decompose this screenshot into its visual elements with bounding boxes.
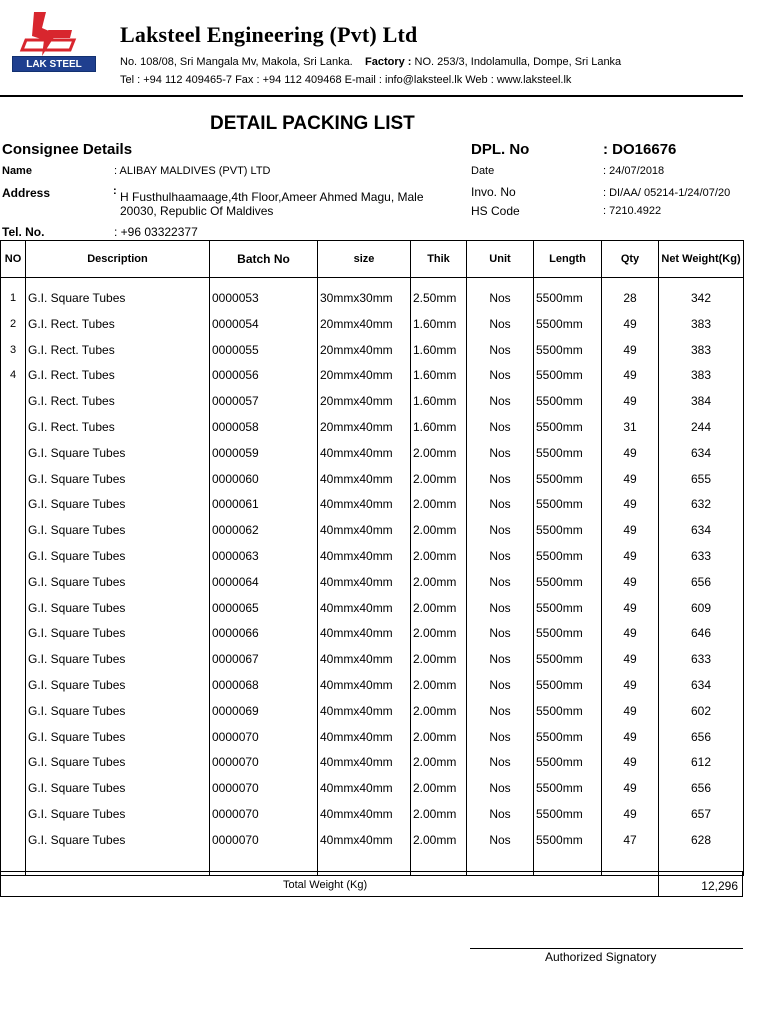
cell-qty: 49 xyxy=(602,543,659,569)
cell-batch: 0000062 xyxy=(210,517,318,543)
total-label: Total Weight (Kg) xyxy=(283,879,368,891)
office-address: No. 108/08, Sri Mangala Mv, Makola, Sri Lanka. xyxy=(120,56,353,68)
cell-description: G.I. Rect. Tubes xyxy=(26,414,210,440)
cell-length: 5500mm xyxy=(534,724,602,750)
table-row xyxy=(1,775,744,801)
table-row xyxy=(1,363,744,389)
cell-weight: 384 xyxy=(659,388,744,414)
cell-weight: 609 xyxy=(659,595,744,621)
dpl-label: DPL. No xyxy=(471,141,530,158)
cell-qty: 49 xyxy=(602,672,659,698)
cell-qty: 49 xyxy=(602,724,659,750)
cell-size: 20mmx40mm xyxy=(318,311,411,337)
cell-unit: Nos xyxy=(467,543,534,569)
company-logo xyxy=(12,10,96,74)
hs-code-label: HS Code xyxy=(471,204,520,218)
company-address xyxy=(120,56,621,68)
cell-size: 40mmx40mm xyxy=(318,724,411,750)
cell-description: G.I. Square Tubes xyxy=(26,517,210,543)
cell-weight: 657 xyxy=(659,801,744,827)
address-colon: : xyxy=(113,185,117,197)
cell-description: G.I. Rect. Tubes xyxy=(26,388,210,414)
cell-length: 5500mm xyxy=(534,801,602,827)
total-separator xyxy=(658,871,659,897)
cell-length: 5500mm xyxy=(534,698,602,724)
cell-weight: 656 xyxy=(659,724,744,750)
table-row xyxy=(1,311,744,337)
cell-no xyxy=(1,466,26,492)
cell-batch: 0000070 xyxy=(210,775,318,801)
packing-table xyxy=(0,240,744,876)
cell-length: 5500mm xyxy=(534,672,602,698)
cell-weight: 383 xyxy=(659,363,744,389)
col-header-size: size xyxy=(318,241,411,278)
cell-no xyxy=(1,517,26,543)
cell-weight: 646 xyxy=(659,621,744,647)
cell-unit: Nos xyxy=(467,440,534,466)
cell-weight: 244 xyxy=(659,414,744,440)
cell-size: 40mmx40mm xyxy=(318,440,411,466)
cell-unit: Nos xyxy=(467,466,534,492)
cell-thik: 2.00mm xyxy=(411,595,467,621)
tel-label: Tel. No. xyxy=(2,225,45,239)
cell-qty: 47 xyxy=(602,827,659,853)
cell-qty: 49 xyxy=(602,569,659,595)
factory-address: NO. 253/3, Indolamulla, Dompe, Sri Lanka xyxy=(414,56,622,68)
cell-description: G.I. Square Tubes xyxy=(26,724,210,750)
cell-description: G.I. Square Tubes xyxy=(26,698,210,724)
cell-length: 5500mm xyxy=(534,492,602,518)
cell-no xyxy=(1,621,26,647)
cell-size: 40mmx40mm xyxy=(318,801,411,827)
cell-batch: 0000063 xyxy=(210,543,318,569)
tel-value: : +96 03322377 xyxy=(114,225,198,239)
cell-no xyxy=(1,595,26,621)
cell-no: 3 xyxy=(1,337,26,363)
cell-unit: Nos xyxy=(467,595,534,621)
cell-batch: 0000058 xyxy=(210,414,318,440)
cell-no xyxy=(1,388,26,414)
cell-thik: 2.00mm xyxy=(411,698,467,724)
cell-description: G.I. Square Tubes xyxy=(26,466,210,492)
cell-unit: Nos xyxy=(467,517,534,543)
cell-length: 5500mm xyxy=(534,775,602,801)
cell-no xyxy=(1,569,26,595)
cell-description: G.I. Rect. Tubes xyxy=(26,337,210,363)
cell-weight: 634 xyxy=(659,517,744,543)
cell-unit: Nos xyxy=(467,646,534,672)
col-header-description: Description xyxy=(26,241,210,278)
table-row xyxy=(1,827,744,853)
cell-unit: Nos xyxy=(467,724,534,750)
cell-description: G.I. Rect. Tubes xyxy=(26,363,210,389)
cell-batch: 0000070 xyxy=(210,750,318,776)
cell-thik: 1.60mm xyxy=(411,414,467,440)
cell-qty: 49 xyxy=(602,492,659,518)
cell-thik: 2.00mm xyxy=(411,775,467,801)
cell-qty: 49 xyxy=(602,775,659,801)
cell-description: G.I. Square Tubes xyxy=(26,621,210,647)
table-row xyxy=(1,672,744,698)
cell-batch: 0000070 xyxy=(210,827,318,853)
cell-weight: 342 xyxy=(659,278,744,312)
table-row xyxy=(1,492,744,518)
cell-length: 5500mm xyxy=(534,750,602,776)
col-header-qty: Qty xyxy=(602,241,659,278)
cell-batch: 0000055 xyxy=(210,337,318,363)
cell-size: 40mmx40mm xyxy=(318,646,411,672)
cell-no xyxy=(1,801,26,827)
cell-thik: 1.60mm xyxy=(411,311,467,337)
cell-unit: Nos xyxy=(467,698,534,724)
cell-no xyxy=(1,672,26,698)
cell-thik: 2.00mm xyxy=(411,646,467,672)
cell-no xyxy=(1,827,26,853)
table-row xyxy=(1,698,744,724)
cell-weight: 656 xyxy=(659,569,744,595)
cell-length: 5500mm xyxy=(534,440,602,466)
cell-batch: 0000061 xyxy=(210,492,318,518)
cell-qty: 49 xyxy=(602,363,659,389)
lak-steel-logo-icon xyxy=(12,10,96,58)
cell-length: 5500mm xyxy=(534,595,602,621)
table-row xyxy=(1,337,744,363)
hs-code-value: : 7210.4922 xyxy=(603,205,662,217)
cell-unit: Nos xyxy=(467,414,534,440)
cell-size: 20mmx40mm xyxy=(318,337,411,363)
cell-no xyxy=(1,440,26,466)
cell-no xyxy=(1,698,26,724)
table-row xyxy=(1,801,744,827)
cell-size: 40mmx40mm xyxy=(318,672,411,698)
cell-unit: Nos xyxy=(467,337,534,363)
table-row xyxy=(1,569,744,595)
cell-unit: Nos xyxy=(467,492,534,518)
cell-batch: 0000067 xyxy=(210,646,318,672)
cell-no xyxy=(1,775,26,801)
cell-unit: Nos xyxy=(467,569,534,595)
cell-length: 5500mm xyxy=(534,569,602,595)
cell-weight: 656 xyxy=(659,775,744,801)
document-title: DETAIL PACKING LIST xyxy=(210,113,415,134)
cell-description: G.I. Rect. Tubes xyxy=(26,311,210,337)
cell-weight: 633 xyxy=(659,543,744,569)
cell-weight: 612 xyxy=(659,750,744,776)
cell-thik: 2.00mm xyxy=(411,750,467,776)
dpl-value: : DO16676 xyxy=(603,141,677,158)
header-divider xyxy=(0,95,743,97)
cell-size: 40mmx40mm xyxy=(318,698,411,724)
cell-thik: 2.00mm xyxy=(411,724,467,750)
cell-size: 30mmx30mm xyxy=(318,278,411,312)
cell-no xyxy=(1,646,26,672)
table-row xyxy=(1,646,744,672)
cell-qty: 49 xyxy=(602,388,659,414)
table-row xyxy=(1,595,744,621)
cell-size: 40mmx40mm xyxy=(318,543,411,569)
table-row xyxy=(1,278,744,312)
cell-description: G.I. Square Tubes xyxy=(26,672,210,698)
cell-weight: 633 xyxy=(659,646,744,672)
cell-batch: 0000069 xyxy=(210,698,318,724)
cell-qty: 49 xyxy=(602,337,659,363)
table-row xyxy=(1,621,744,647)
cell-weight: 383 xyxy=(659,337,744,363)
cell-size: 40mmx40mm xyxy=(318,595,411,621)
signature-label: Authorized Signatory xyxy=(545,950,657,964)
table-row xyxy=(1,517,744,543)
table-row xyxy=(1,414,744,440)
cell-thik: 2.00mm xyxy=(411,827,467,853)
cell-batch: 0000054 xyxy=(210,311,318,337)
cell-no xyxy=(1,750,26,776)
cell-no xyxy=(1,414,26,440)
col-header-length: Length xyxy=(534,241,602,278)
cell-size: 40mmx40mm xyxy=(318,517,411,543)
logo-text: LAK STEEL xyxy=(12,56,96,72)
date-label: Date xyxy=(471,165,495,177)
cell-weight: 602 xyxy=(659,698,744,724)
cell-size: 20mmx40mm xyxy=(318,414,411,440)
cell-unit: Nos xyxy=(467,278,534,312)
cell-qty: 28 xyxy=(602,278,659,312)
cell-description: G.I. Square Tubes xyxy=(26,492,210,518)
cell-unit: Nos xyxy=(467,388,534,414)
cell-length: 5500mm xyxy=(534,311,602,337)
cell-qty: 49 xyxy=(602,466,659,492)
cell-qty: 49 xyxy=(602,440,659,466)
cell-thik: 2.00mm xyxy=(411,672,467,698)
cell-weight: 383 xyxy=(659,311,744,337)
col-header-batch: Batch No xyxy=(210,241,318,278)
company-name: Laksteel Engineering (Pvt) Ltd xyxy=(120,22,418,47)
cell-thik: 1.60mm xyxy=(411,337,467,363)
name-value: : ALIBAY MALDIVES (PVT) LTD xyxy=(114,165,271,177)
cell-qty: 49 xyxy=(602,646,659,672)
cell-size: 40mmx40mm xyxy=(318,466,411,492)
cell-no xyxy=(1,492,26,518)
cell-length: 5500mm xyxy=(534,621,602,647)
total-row xyxy=(0,871,743,897)
cell-qty: 49 xyxy=(602,311,659,337)
cell-thik: 2.00mm xyxy=(411,492,467,518)
col-header-unit: Unit xyxy=(467,241,534,278)
factory-label: Factory : xyxy=(364,56,412,68)
cell-size: 40mmx40mm xyxy=(318,750,411,776)
cell-batch: 0000064 xyxy=(210,569,318,595)
cell-weight: 628 xyxy=(659,827,744,853)
col-header-thik: Thik xyxy=(411,241,467,278)
cell-qty: 49 xyxy=(602,750,659,776)
address-line-1: H Fusthulhaamaage,4th Floor,Ameer Ahmed Magu, Male xyxy=(120,190,424,204)
cell-no xyxy=(1,543,26,569)
cell-unit: Nos xyxy=(467,672,534,698)
cell-qty: 31 xyxy=(602,414,659,440)
company-contact: Tel : +94 112 409465-7 Fax : +94 112 409468 E-mail : info@laksteel.lk Web : www.laksteel.lk xyxy=(120,74,572,86)
cell-size: 20mmx40mm xyxy=(318,363,411,389)
cell-length: 5500mm xyxy=(534,827,602,853)
cell-thik: 2.00mm xyxy=(411,440,467,466)
cell-description: G.I. Square Tubes xyxy=(26,278,210,312)
consignee-heading: Consignee Details xyxy=(2,141,133,158)
cell-description: G.I. Square Tubes xyxy=(26,801,210,827)
col-header-no: NO xyxy=(1,241,26,278)
cell-batch: 0000057 xyxy=(210,388,318,414)
cell-unit: Nos xyxy=(467,827,534,853)
name-label: Name xyxy=(2,165,32,177)
table-row xyxy=(1,750,744,776)
cell-length: 5500mm xyxy=(534,388,602,414)
cell-length: 5500mm xyxy=(534,414,602,440)
cell-batch: 0000059 xyxy=(210,440,318,466)
invoice-value: : DI/AA/ 05214-1/24/07/20 xyxy=(603,187,731,199)
cell-batch: 0000070 xyxy=(210,724,318,750)
table-row xyxy=(1,543,744,569)
address-label: Address xyxy=(2,186,51,200)
cell-qty: 49 xyxy=(602,698,659,724)
cell-no: 4 xyxy=(1,363,26,389)
cell-description: G.I. Square Tubes xyxy=(26,569,210,595)
cell-weight: 634 xyxy=(659,672,744,698)
cell-thik: 2.00mm xyxy=(411,801,467,827)
cell-thik: 2.00mm xyxy=(411,543,467,569)
cell-batch: 0000070 xyxy=(210,801,318,827)
cell-length: 5500mm xyxy=(534,646,602,672)
cell-length: 5500mm xyxy=(534,543,602,569)
cell-description: G.I. Square Tubes xyxy=(26,440,210,466)
table-row xyxy=(1,388,744,414)
cell-batch: 0000066 xyxy=(210,621,318,647)
cell-no xyxy=(1,724,26,750)
cell-batch: 0000060 xyxy=(210,466,318,492)
signature-line xyxy=(470,948,743,949)
cell-thik: 2.00mm xyxy=(411,569,467,595)
cell-no: 2 xyxy=(1,311,26,337)
cell-thik: 2.00mm xyxy=(411,466,467,492)
cell-description: G.I. Square Tubes xyxy=(26,750,210,776)
cell-qty: 49 xyxy=(602,595,659,621)
cell-description: G.I. Square Tubes xyxy=(26,646,210,672)
cell-description: G.I. Square Tubes xyxy=(26,543,210,569)
cell-length: 5500mm xyxy=(534,278,602,312)
cell-unit: Nos xyxy=(467,311,534,337)
date-value: : 24/07/2018 xyxy=(603,165,665,177)
cell-unit: Nos xyxy=(467,801,534,827)
cell-unit: Nos xyxy=(467,363,534,389)
cell-size: 40mmx40mm xyxy=(318,827,411,853)
cell-no: 1 xyxy=(1,278,26,312)
cell-weight: 632 xyxy=(659,492,744,518)
cell-length: 5500mm xyxy=(534,337,602,363)
cell-thik: 2.50mm xyxy=(411,278,467,312)
col-header-net-weight: Net Weight(Kg) xyxy=(659,241,744,278)
cell-batch: 0000065 xyxy=(210,595,318,621)
cell-weight: 634 xyxy=(659,440,744,466)
table-row xyxy=(1,440,744,466)
cell-qty: 49 xyxy=(602,517,659,543)
cell-description: G.I. Square Tubes xyxy=(26,595,210,621)
cell-thik: 2.00mm xyxy=(411,621,467,647)
total-value: 12,296 xyxy=(701,879,738,893)
cell-description: G.I. Square Tubes xyxy=(26,775,210,801)
table-header-row xyxy=(1,241,744,278)
cell-batch: 0000056 xyxy=(210,363,318,389)
cell-batch: 0000053 xyxy=(210,278,318,312)
cell-length: 5500mm xyxy=(534,517,602,543)
table-row xyxy=(1,466,744,492)
cell-unit: Nos xyxy=(467,775,534,801)
cell-unit: Nos xyxy=(467,750,534,776)
cell-description: G.I. Square Tubes xyxy=(26,827,210,853)
cell-batch: 0000068 xyxy=(210,672,318,698)
cell-size: 40mmx40mm xyxy=(318,775,411,801)
table-row xyxy=(1,724,744,750)
cell-size: 40mmx40mm xyxy=(318,492,411,518)
address-line-2: 20030, Republic Of Maldives xyxy=(120,204,274,218)
cell-thik: 2.00mm xyxy=(411,517,467,543)
invoice-label: Invo. No xyxy=(471,185,516,199)
cell-thik: 1.60mm xyxy=(411,363,467,389)
cell-size: 40mmx40mm xyxy=(318,621,411,647)
cell-qty: 49 xyxy=(602,801,659,827)
cell-length: 5500mm xyxy=(534,363,602,389)
cell-unit: Nos xyxy=(467,621,534,647)
cell-size: 40mmx40mm xyxy=(318,569,411,595)
cell-qty: 49 xyxy=(602,621,659,647)
cell-thik: 1.60mm xyxy=(411,388,467,414)
cell-size: 20mmx40mm xyxy=(318,388,411,414)
cell-length: 5500mm xyxy=(534,466,602,492)
cell-weight: 655 xyxy=(659,466,744,492)
